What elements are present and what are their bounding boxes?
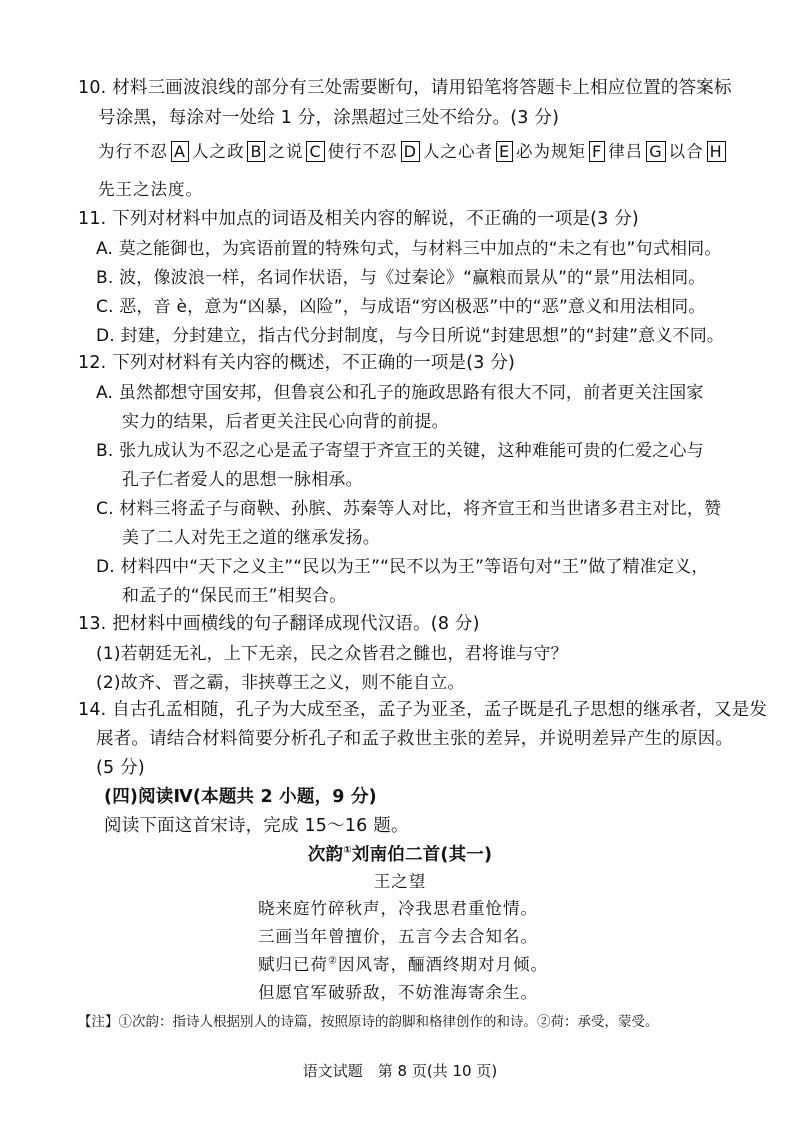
break-marker-box: C [306,141,324,162]
q10-line-1: 10. 材料三画波浪线的部分有三处需要断句，请用铅笔将答题卡上相应位置的答案标 [78,78,732,98]
q12-option-a-line-1: A. 虽然都想守国安邦，但鲁哀公和孔子的施政思路有很大不同，前者更关注国家 [96,383,704,403]
q12-option-a-line-2: 实力的结果，后者更关注民心向背的前提。 [122,412,449,432]
q12-option-d-line-1: D. 材料四中“天下之义主”“民以为王”“民不以为王”等语句对“王”做了精准定义， [96,557,709,577]
q11-option-c: C. 恶，音 è，意为“凶暴，凶险”，与成语“穷凶极恶”中的“恶”意义和用法相同。 [96,297,706,317]
passage-segment: 使行不忍 [327,142,398,161]
passage-segment: 人之政 [191,142,245,161]
q14-line-2: 展者。请结合材料简要分析孔子和孟子救世主张的差异，并说明差异产生的原因。 [96,729,734,749]
poem-line-1: 晓来庭竹碎秋声，冷我思君重怆情。 [258,899,538,918]
passage-segment: 必为规矩 [516,142,587,161]
break-marker-box: G [646,141,665,162]
q11-stem: 11. 下列对材料中加点的词语及相关内容的解说，不正确的一项是(3 分) [78,209,639,229]
section-4-instruction: 阅读下面这首宋诗，完成 15～16 题。 [104,816,409,836]
page-footer: 语文试题 第 8 页(共 10 页) [302,1062,498,1080]
section-4-heading: (四)阅读Ⅳ(本题共 2 小题，9 分) [104,787,377,807]
poem-annotation: 【注】①次韵：指诗人根据别人的诗篇，按照原诗的韵脚和格律创作的和诗。②荷：承受，蒙受。 [78,1014,659,1030]
q10-passage-end: 先王之法度。 [98,180,203,199]
q12-option-b-line-2: 孔子仁者爱人的思想一脉相承。 [122,470,363,490]
q12-option-b-line-1: B. 张九成认为不忍之心是孟子寄望于齐宣王的关键，这种难能可贵的仁爱之心与 [96,441,704,461]
q11-option-a: A. 莫之能御也，为宾语前置的特殊句式，与材料三中加点的“未之有也”句式相同。 [96,239,722,259]
poem-line-4: 但愿官军破骄敌，不妨淮海寄余生。 [258,983,538,1002]
q10-line-2: 号涂黑，每涂对一处给 1 分，涂黑超过三处不给分。(3 分) [98,108,560,128]
passage-segment: 之说 [268,142,304,161]
q12-option-c-line-1: C. 材料三将孟子与商鞅、孙膑、苏秦等人对比，将齐宣王和当世诸多君主对比，赞 [96,499,722,519]
poem-line-2: 三画当年曾擅价，五言今去合知名。 [258,927,538,946]
q13-sentence-2: (2)故齐、晋之霸，非挟尊王之义，则不能自立。 [96,673,465,693]
poem-line-3: 赋归已荷②因风寄，酾酒终期对月倾。 [258,955,548,974]
break-marker-box: F [589,141,605,162]
break-marker-box: E [496,141,513,162]
passage-segment: 以合 [668,142,704,161]
q12-stem: 12. 下列对材料有关内容的概述，不正确的一项是(3 分) [78,353,516,373]
passage-segment: 律吕 [608,142,644,161]
poem-author: 王之望 [373,872,427,891]
break-marker-box: D [401,141,420,162]
q13-stem: 13. 把材料中画横线的句子翻译成现代汉语。(8 分) [78,614,480,634]
q12-option-c-line-2: 美了二人对先王之道的继承发扬。 [122,528,380,548]
q12-option-d-line-2: 和孟子的“保民而王”相契合。 [122,586,347,606]
q14-line-1: 14. 自古孔孟相随，孔子为大成至圣，孟子为亚圣，孟子既是孔子思想的继承者，又是发 [78,700,768,720]
q11-option-b: B. 波，像波浪一样，名词作状语，与《过秦论》“赢粮而景从”的“景”用法相同。 [96,268,706,288]
q14-line-3: (5 分) [96,758,145,778]
poem-title: 次韵①刘南伯二首(其一) [307,845,493,865]
break-marker-box: A [171,141,189,162]
passage-segment: 人之心者 [422,142,493,161]
q11-option-d: D. 封建，分封建立，指古代分封制度，与今日所说“封建思想”的“封建”意义不同。 [96,326,725,346]
q10-passage [98,138,729,162]
q13-sentence-1: (1)若朝廷无礼，上下无亲，民之众皆君之雠也，君将谁与守？ [96,644,568,664]
break-marker-box: B [247,141,265,162]
break-marker-box: H [707,141,726,162]
passage-segment: 为行不忍 [98,142,168,161]
